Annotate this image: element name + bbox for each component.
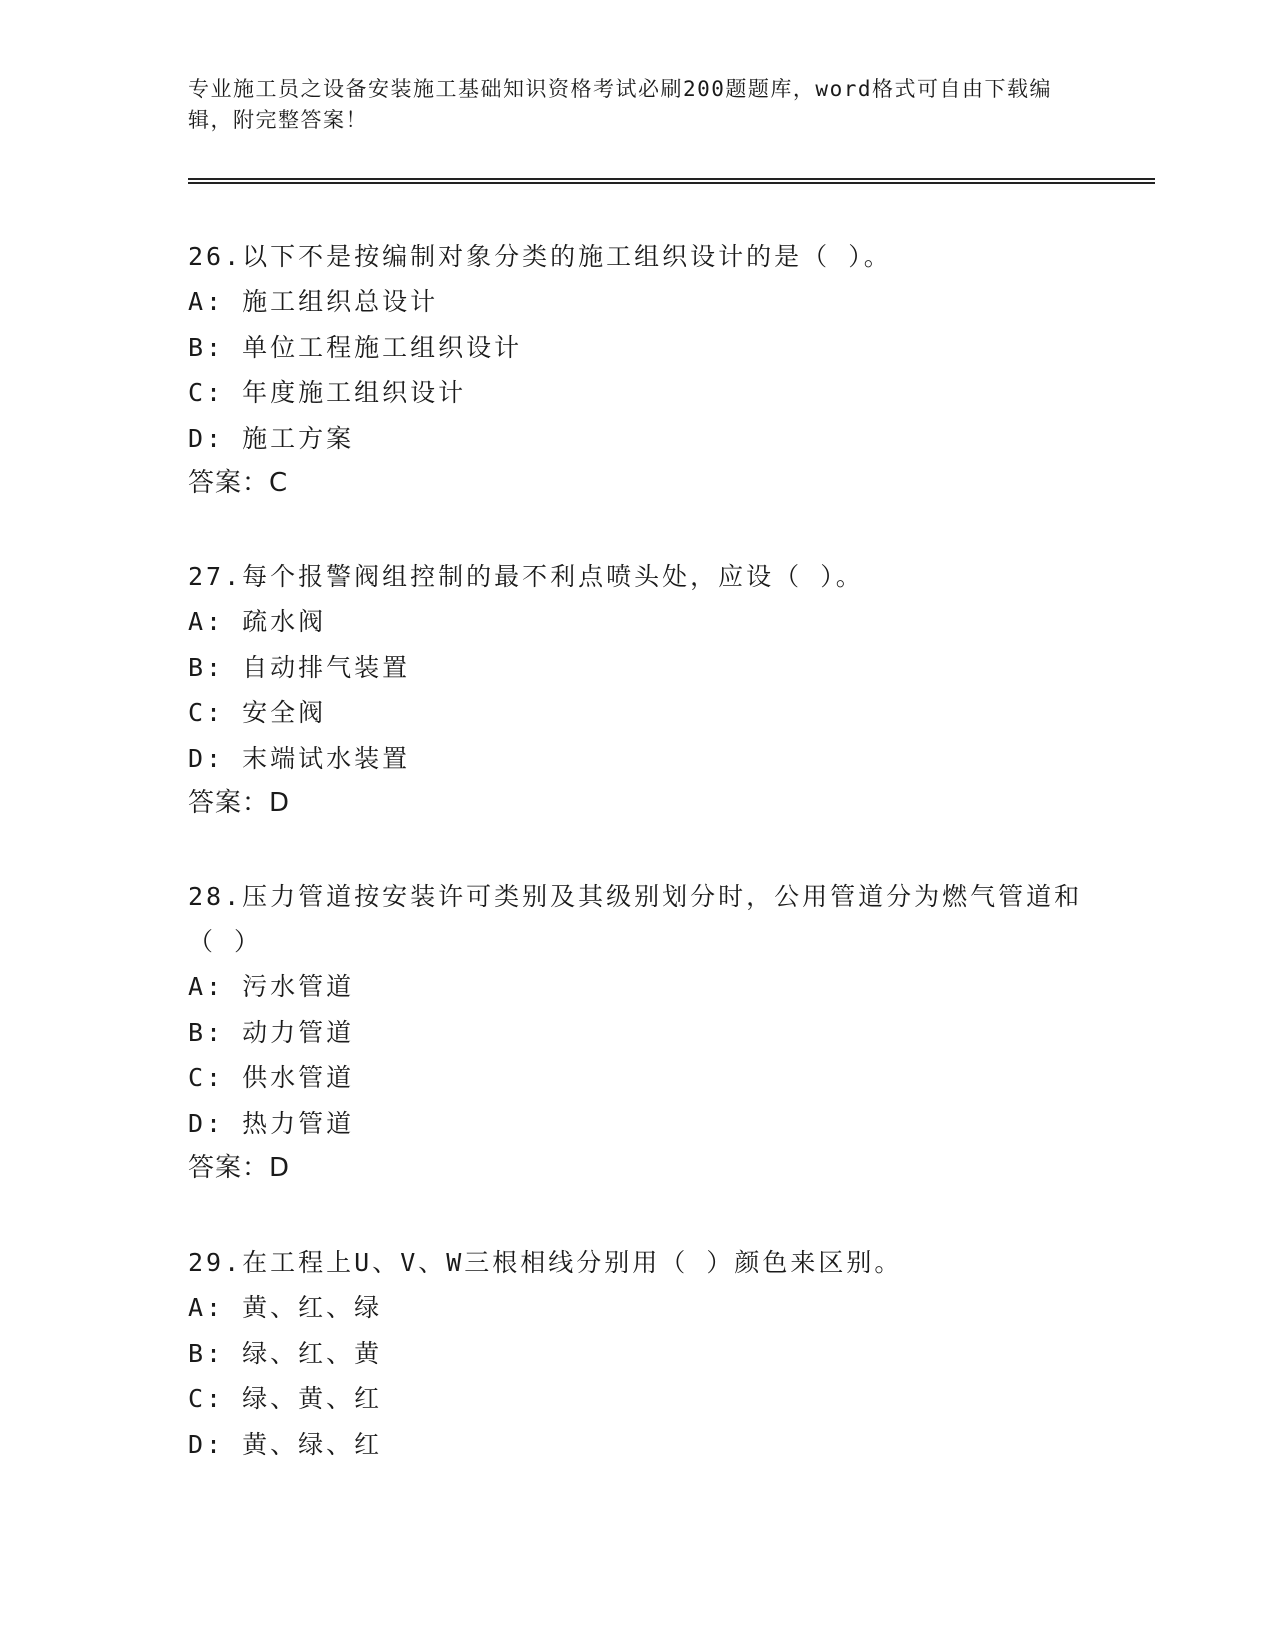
question-stem: 26.以下不是按编制对象分类的施工组织设计的是（ ）。 — [188, 242, 892, 271]
question-29 — [188, 1240, 1088, 1467]
option-c: C: 供水管道 — [188, 1063, 355, 1092]
option-b: B: 自动排气装置 — [188, 652, 411, 682]
document-title: 专业施工员之设备安装施工基础知识资格考试必刷200题题库，word格式可自由下载编辑，附完整答案！ — [188, 77, 1052, 132]
option-a: A: 施工组织总设计 — [188, 287, 439, 316]
question-stem: 28.压力管道按安装许可类别及其级别划分时，公用管道分为燃气管道和（ ） — [188, 882, 1083, 956]
answer-line: 答案：D — [188, 1153, 291, 1183]
option-a: A: 疏水阀 — [188, 607, 327, 636]
header-divider-bottom — [188, 182, 1155, 184]
option-d: D: 黄、绿、红 — [188, 1429, 383, 1459]
option-a: A: 污水管道 — [188, 972, 355, 1001]
option-c: C: 安全阀 — [188, 698, 327, 727]
option-a: A: 黄、红、绿 — [188, 1293, 383, 1322]
option-d: D: 热力管道 — [188, 1108, 355, 1138]
answer-line: 答案：D — [188, 788, 291, 818]
option-b: B: 绿、红、黄 — [188, 1338, 383, 1368]
question-stem: 27.每个报警阀组控制的最不利点喷头处，应设（ ）。 — [188, 562, 864, 591]
question-27 — [188, 554, 1088, 826]
header-divider-top — [188, 178, 1155, 180]
option-c: C: 年度施工组织设计 — [188, 378, 467, 407]
option-d: D: 末端试水装置 — [188, 743, 411, 773]
option-b: B: 动力管道 — [188, 1017, 355, 1047]
option-d: D: 施工方案 — [188, 423, 355, 453]
question-stem: 29.在工程上U、V、W三根相线分别用（ ）颜色来区别。 — [188, 1248, 903, 1277]
question-28 — [188, 874, 1088, 1191]
option-b: B: 单位工程施工组织设计 — [188, 332, 523, 362]
option-c: C: 绿、黄、红 — [188, 1384, 383, 1413]
answer-line: 答案：C — [188, 468, 289, 498]
question-26 — [188, 234, 1088, 506]
